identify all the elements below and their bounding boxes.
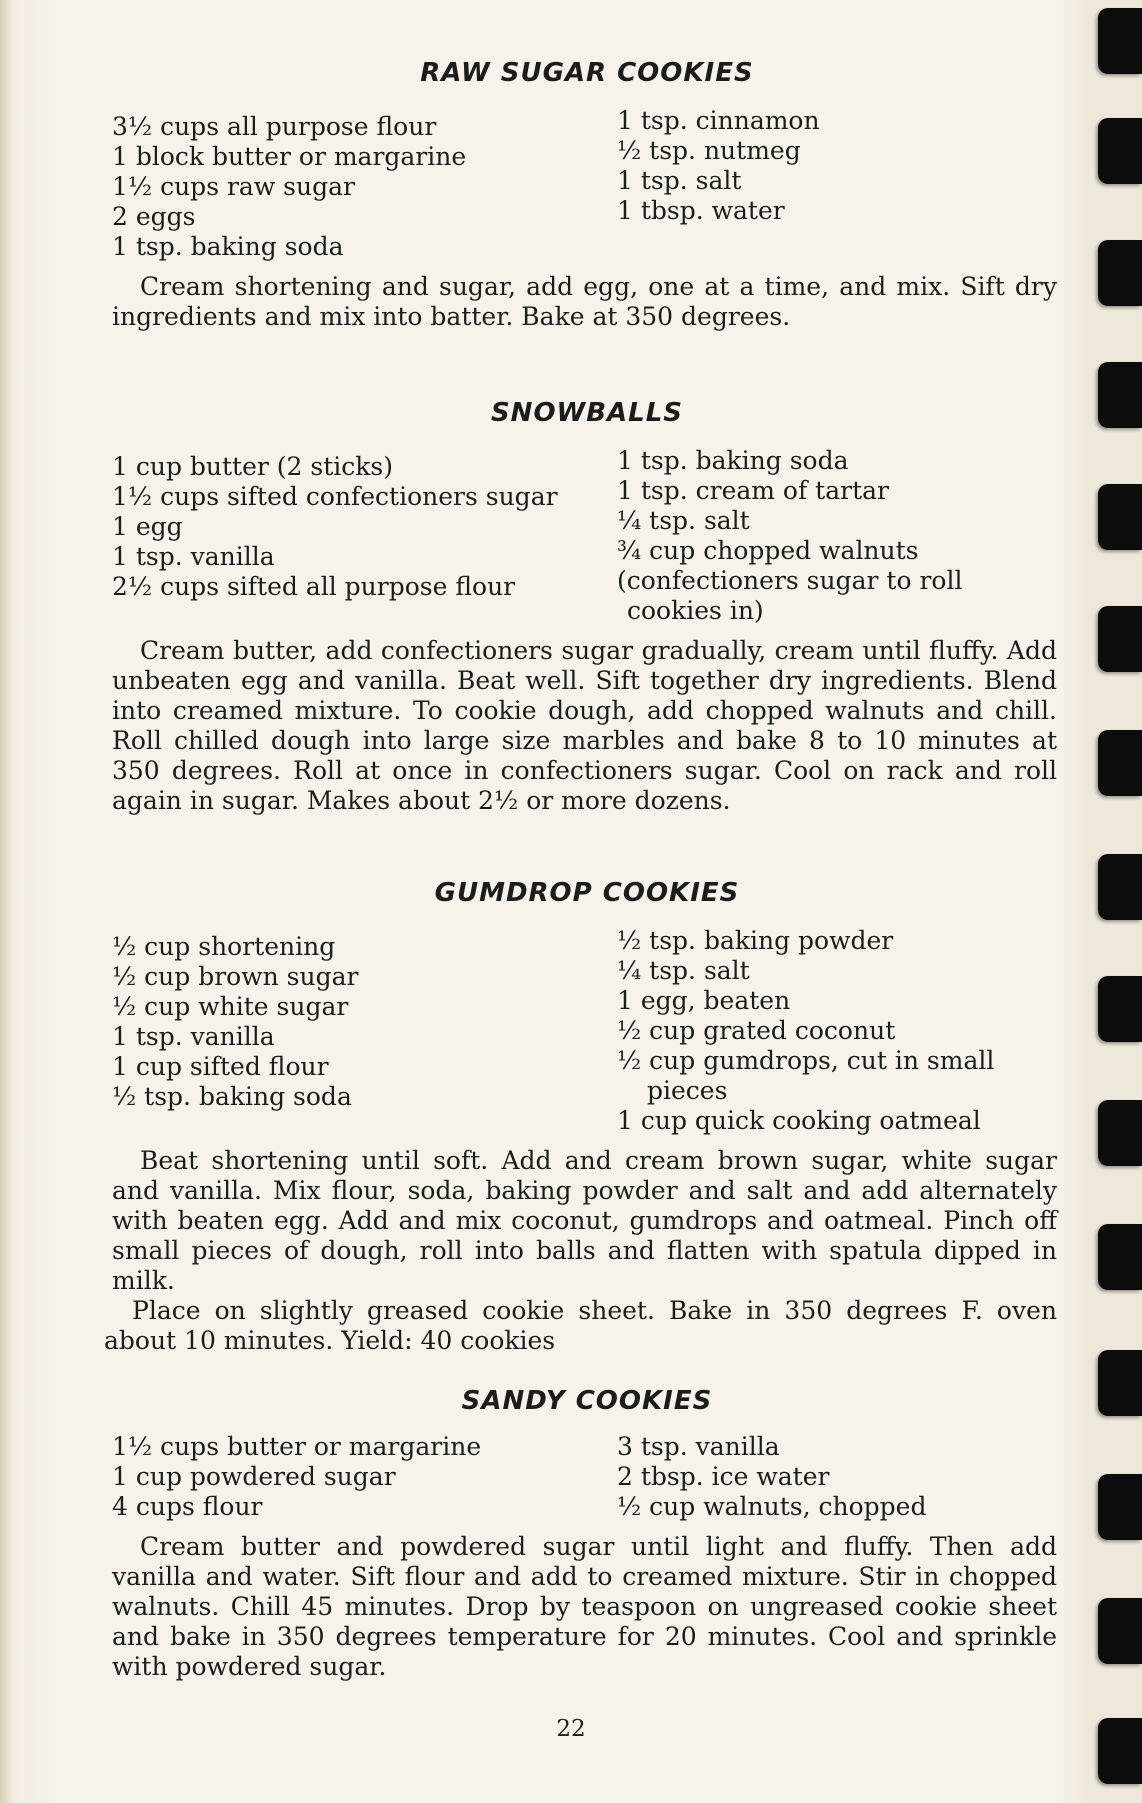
- ingredient: ½ cup shortening: [112, 932, 336, 961]
- binding-ring: [1098, 8, 1142, 74]
- ingredient: 1 tsp. salt: [617, 166, 742, 195]
- ingredient: ¼ tsp. salt: [617, 956, 750, 985]
- recipe-snowballs: [112, 398, 1062, 878]
- ingredient: ½ cup brown sugar: [112, 962, 359, 991]
- ingredient: 1 tsp. baking soda: [112, 232, 344, 261]
- ingredient: pieces: [647, 1076, 728, 1105]
- binding-ring: [1098, 1598, 1142, 1664]
- ingredient: 2 eggs: [112, 202, 196, 231]
- ingredient: 1 cup quick cooking oatmeal: [617, 1106, 981, 1135]
- recipe-title: SNOWBALLS: [490, 398, 684, 428]
- recipe-title: RAW SUGAR COOKIES: [420, 58, 754, 88]
- recipe-gumdrop-cookies: [104, 878, 1062, 1386]
- spiral-binding: [1090, 0, 1142, 1803]
- recipe-sandy-cookies: [112, 1386, 1062, 1682]
- binding-ring: [1098, 240, 1142, 306]
- ingredients-left-column: [112, 112, 617, 262]
- method-text: Place on slightly greased cookie sheet. Bake in 350 degrees F. oven about 10 minutes. Yield: 40 cookies: [104, 1296, 1057, 1355]
- ingredient: 1½ cups sifted confectioners sugar: [112, 482, 558, 511]
- recipe-raw-sugar-cookies: [112, 58, 1062, 398]
- binding-ring: [1098, 1100, 1142, 1166]
- ingredient: ½ cup gumdrops, cut in small: [617, 1046, 995, 1075]
- ingredient: 3 tsp. vanilla: [617, 1432, 780, 1461]
- ingredient: cookies in): [627, 596, 764, 625]
- ingredient: 2½ cups sifted all purpose flour: [112, 572, 516, 601]
- binding-ring: [1098, 730, 1142, 796]
- ingredients-left-column: [112, 452, 617, 626]
- ingredients-right-column: [617, 106, 1057, 262]
- recipe-title: SANDY COOKIES: [461, 1386, 713, 1416]
- ingredient-list: [112, 926, 1062, 1136]
- ingredient: ¾ cup chopped walnuts: [617, 536, 919, 565]
- ingredients-left-column: [112, 1432, 617, 1522]
- binding-ring: [1098, 1474, 1142, 1540]
- binding-ring: [1098, 606, 1142, 672]
- method-text: Cream butter, add confectioners sugar gradually, cream until fluffy. Add unbeaten egg and vanilla. Beat well. Sift together dry ingredients. Blend into creamed mixture. To cookie dough, add chopped walnuts and chill. Roll chilled dough into large size marbles and bake 8 to 10 minutes at 350 degrees. Roll at once in confectioners sugar. Cool on rack and roll again in sugar. Makes about 2½ or more dozens.: [112, 636, 1057, 815]
- ingredient: 1 tsp. vanilla: [112, 542, 275, 571]
- ingredient: ¼ tsp. salt: [617, 506, 750, 535]
- ingredient: 1 block butter or margarine: [112, 142, 467, 171]
- ingredient: 1½ cups raw sugar: [112, 172, 355, 201]
- ingredients-right-column: [617, 926, 1057, 1136]
- page-content: [104, 58, 1062, 1682]
- ingredient: 3½ cups all purpose flour: [112, 112, 437, 141]
- recipe-method: [104, 1146, 1057, 1356]
- ingredient: ½ cup walnuts, chopped: [617, 1492, 927, 1521]
- method-text: Cream shortening and sugar, add egg, one at a time, and mix. Sift dry ingredients and mix into batter. Bake at 350 degrees.: [112, 272, 1057, 331]
- ingredient-list: [112, 106, 1062, 262]
- ingredient-list: [112, 1432, 1062, 1522]
- page-number: 22: [556, 1716, 586, 1742]
- ingredient: ½ cup grated coconut: [617, 1016, 896, 1045]
- ingredient: ½ cup white sugar: [112, 992, 349, 1021]
- binding-ring: [1098, 1350, 1142, 1416]
- ingredient: 1 tsp. baking soda: [617, 446, 849, 475]
- ingredients-left-column: [112, 932, 617, 1136]
- ingredient: 1 cup sifted flour: [112, 1052, 329, 1081]
- binding-ring: [1098, 976, 1142, 1042]
- recipe-method: [112, 1532, 1057, 1682]
- ingredient: 1 egg, beaten: [617, 986, 791, 1015]
- recipe-method: [112, 272, 1057, 332]
- ingredient: 1 egg: [112, 512, 183, 541]
- recipe-method: [112, 636, 1057, 816]
- binding-ring: [1098, 484, 1142, 550]
- ingredient: 4 cups flour: [112, 1492, 263, 1521]
- ingredient: 1 tsp. cinnamon: [617, 106, 820, 135]
- recipe-title: GUMDROP COOKIES: [434, 878, 740, 908]
- ingredient: 1½ cups butter or margarine: [112, 1432, 482, 1461]
- ingredient: 1 tsp. vanilla: [112, 1022, 275, 1051]
- binding-ring: [1098, 362, 1142, 428]
- ingredient: ½ tsp. baking powder: [617, 926, 894, 955]
- ingredient: 1 tbsp. water: [617, 196, 785, 225]
- ingredients-right-column: [617, 1432, 1057, 1522]
- ingredient: 1 cup butter (2 sticks): [112, 452, 394, 481]
- method-text: Beat shortening until soft. Add and cream brown sugar, white sugar and vanilla. Mix flour, soda, baking powder and salt and add alternately with beaten egg. Add and mix coconut, gumdrops and oatmeal. Pinch off small pieces of dough, roll into balls and flatten with spatula dipped in milk.: [112, 1146, 1057, 1295]
- ingredient: 1 cup powdered sugar: [112, 1462, 396, 1491]
- ingredient: 2 tbsp. ice water: [617, 1462, 830, 1491]
- ingredient: ½ tsp. nutmeg: [617, 136, 801, 165]
- ingredient: 1 tsp. cream of tartar: [617, 476, 889, 505]
- binding-ring: [1098, 1224, 1142, 1290]
- ingredients-right-column: [617, 446, 1057, 626]
- binding-ring: [1098, 854, 1142, 920]
- ingredient-list: [112, 446, 1062, 626]
- ingredient: (confectioners sugar to roll: [617, 566, 963, 595]
- ingredient: ½ tsp. baking soda: [112, 1082, 352, 1111]
- method-text: Cream butter and powdered sugar until light and fluffy. Then add vanilla and water. Sift flour and add to creamed mixture. Stir in chopped walnuts. Chill 45 minutes. Drop by teaspoon on ungreased cookie sheet and bake in 350 degrees temperature for 20 minutes. Cool and sprinkle with powdered sugar.: [112, 1532, 1057, 1681]
- binding-ring: [1098, 118, 1142, 184]
